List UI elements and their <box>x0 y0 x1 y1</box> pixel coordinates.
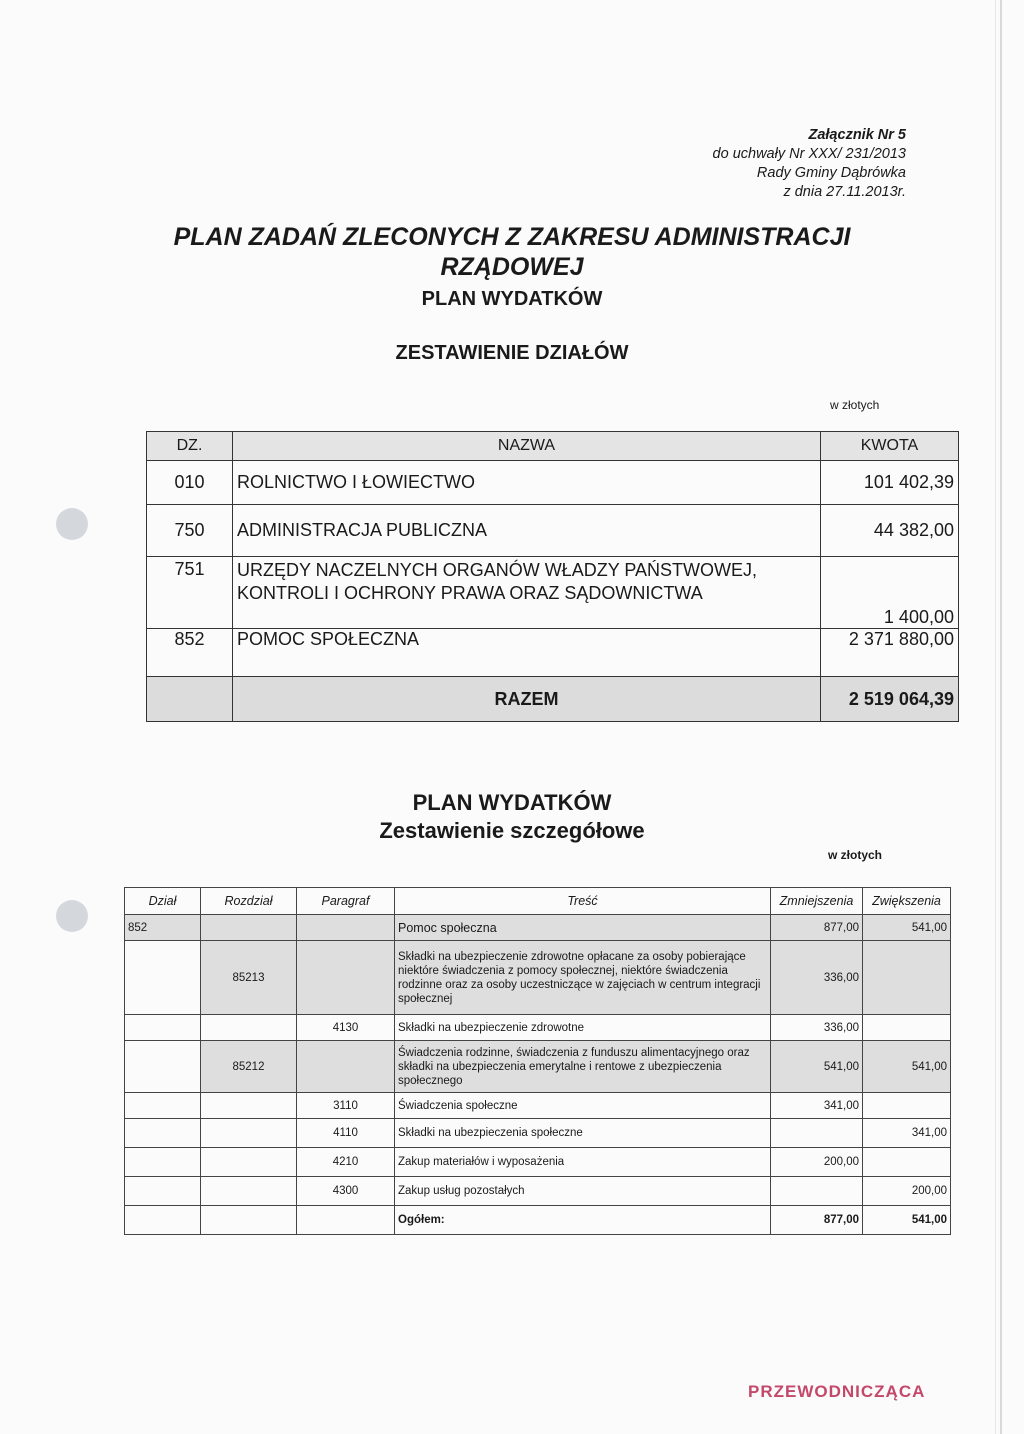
detail-row <box>125 1177 951 1206</box>
row-name: POMOC SPOŁECZNA <box>233 629 821 677</box>
cell-paragraf <box>297 915 395 941</box>
cell-zwiekszenia: 541,00 <box>863 1206 951 1235</box>
cell-dzial <box>125 1093 201 1119</box>
cell-rozdzial: 85213 <box>201 941 297 1015</box>
cell-rozdzial <box>201 1206 297 1235</box>
annex-date: z dnia 27.11.2013r. <box>783 184 906 200</box>
header-paragraf: Paragraf <box>297 888 395 915</box>
summary-header-row <box>147 432 959 461</box>
detail-subtitle: Zestawienie szczegółowe <box>379 818 645 843</box>
cell-paragraf: 4300 <box>297 1177 395 1206</box>
document-subtitle: PLAN WYDATKÓW <box>421 288 603 310</box>
summary-title: ZESTAWIENIE DZIAŁÓW <box>395 342 629 364</box>
total-amount: 2 519 064,39 <box>821 677 959 722</box>
detail-row <box>125 915 951 941</box>
header-zwiekszenia: Zwiększenia <box>863 888 951 915</box>
cell-zmniejszenia <box>771 1119 863 1148</box>
summary-row <box>147 461 959 505</box>
cell-paragraf <box>297 941 395 1015</box>
detail-total-row <box>125 1206 951 1235</box>
cell-zwiekszenia <box>863 1015 951 1041</box>
summary-row <box>147 557 959 629</box>
row-dz: 010 <box>147 461 233 505</box>
cell-zwiekszenia <box>863 941 951 1015</box>
detail-title: PLAN WYDATKÓW <box>412 790 612 815</box>
scan-edge <box>1000 0 1002 1434</box>
cell-zmniejszenia: 336,00 <box>771 941 863 1015</box>
row-amount: 2 371 880,00 <box>821 629 959 677</box>
header-zmniejszenia: Zmniejszenia <box>771 888 863 915</box>
cell-rozdzial <box>201 1177 297 1206</box>
detail-row <box>125 941 951 1015</box>
stamp-title: PRZEWODNICZĄCA <box>748 1382 926 1401</box>
scan-edge-secondary <box>995 0 996 1434</box>
row-name: ADMINISTRACJA PUBLICZNA <box>233 505 821 557</box>
cell-tresc: Świadczenia społeczne <box>395 1093 771 1119</box>
document-title: PLAN ZADAŃ ZLECONYCH Z ZAKRESU ADMINISTRACJI <box>173 223 851 251</box>
cell-zmniejszenia: 336,00 <box>771 1015 863 1041</box>
cell-dzial <box>125 1148 201 1177</box>
summary-unit: w złotych <box>830 398 880 412</box>
summary-row <box>147 629 959 677</box>
cell-zwiekszenia <box>863 1148 951 1177</box>
annex-council: Rady Gminy Dąbrówka <box>756 165 906 181</box>
cell-paragraf: 4210 <box>297 1148 395 1177</box>
cell-paragraf: 4110 <box>297 1119 395 1148</box>
total-empty-cell <box>147 677 233 722</box>
cell-tresc: Składki na ubezpieczenia społeczne <box>395 1119 771 1148</box>
total-label: RAZEM <box>233 677 821 722</box>
cell-rozdzial <box>201 1148 297 1177</box>
detail-table <box>124 887 951 1235</box>
cell-dzial <box>125 1119 201 1148</box>
summary-row <box>147 505 959 557</box>
cell-tresc: Zakup usług pozostałych <box>395 1177 771 1206</box>
detail-unit: w złotych <box>828 848 883 862</box>
cell-dzial <box>125 1015 201 1041</box>
header-tresc: Treść <box>395 888 771 915</box>
cell-paragraf <box>297 1041 395 1093</box>
cell-zwiekszenia <box>863 1093 951 1119</box>
cell-zwiekszenia: 200,00 <box>863 1177 951 1206</box>
cell-zmniejszenia: 541,00 <box>771 1041 863 1093</box>
header-dz: DZ. <box>147 432 233 461</box>
header-rozdzial: Rozdział <box>201 888 297 915</box>
row-dz: 852 <box>147 629 233 677</box>
annex-number: Załącznik Nr 5 <box>808 127 906 143</box>
document-title-continued: RZĄDOWEJ <box>440 253 584 281</box>
cell-paragraf: 4130 <box>297 1015 395 1041</box>
cell-dzial <box>125 1041 201 1093</box>
cell-zmniejszenia: 341,00 <box>771 1093 863 1119</box>
row-amount: 44 382,00 <box>821 505 959 557</box>
cell-zwiekszenia: 341,00 <box>863 1119 951 1148</box>
cell-tresc: Składki na ubezpieczenie zdrowotne <box>395 1015 771 1041</box>
cell-dzial <box>125 1206 201 1235</box>
cell-dzial <box>125 1177 201 1206</box>
cell-tresc: Składki na ubezpieczenie zdrowotne opłacane za osoby pobierające niektóre świadczenia z pomocy społecznej, niektóre świadczenia rodzinne oraz za osoby uczestniczące w zajęciach w centrum integracji społecznej <box>395 941 771 1015</box>
row-name: URZĘDY NACZELNYCH ORGANÓW WŁADZY PAŃSTWOWEJ, KONTROLI I OCHRONY PRAWA ORAZ SĄDOWNICTWA <box>233 557 821 629</box>
cell-rozdzial <box>201 1093 297 1119</box>
cell-paragraf: 3110 <box>297 1093 395 1119</box>
row-name: ROLNICTWO I ŁOWIECTWO <box>233 461 821 505</box>
cell-rozdzial: 85212 <box>201 1041 297 1093</box>
cell-tresc: Świadczenia rodzinne, świadczenia z funduszu alimentacyjnego oraz składki na ubezpieczenia emerytalne i rentowe z ubezpieczenia społecznego <box>395 1041 771 1093</box>
detail-header-row <box>125 888 951 915</box>
row-dz: 751 <box>147 557 233 629</box>
cell-tresc: Pomoc społeczna <box>395 915 771 941</box>
summary-table <box>146 431 959 722</box>
detail-row <box>125 1093 951 1119</box>
annex-resolution: do uchwały Nr XXX/ 231/2013 <box>712 146 906 162</box>
summary-total-row <box>147 677 959 722</box>
cell-rozdzial <box>201 1119 297 1148</box>
punch-hole <box>56 900 88 932</box>
row-amount: 101 402,39 <box>821 461 959 505</box>
cell-zwiekszenia: 541,00 <box>863 1041 951 1093</box>
cell-tresc: Zakup materiałów i wyposażenia <box>395 1148 771 1177</box>
cell-rozdzial <box>201 915 297 941</box>
cell-zmniejszenia <box>771 1177 863 1206</box>
punch-hole <box>56 508 88 540</box>
row-dz: 750 <box>147 505 233 557</box>
cell-zmniejszenia: 200,00 <box>771 1148 863 1177</box>
cell-zwiekszenia: 541,00 <box>863 915 951 941</box>
annex-header <box>600 126 906 202</box>
detail-row <box>125 1015 951 1041</box>
detail-row <box>125 1148 951 1177</box>
cell-paragraf <box>297 1206 395 1235</box>
detail-row <box>125 1041 951 1093</box>
cell-tresc: Ogółem: <box>395 1206 771 1235</box>
row-amount: 1 400,00 <box>821 557 959 629</box>
cell-dzial: 852 <box>125 915 201 941</box>
header-dzial: Dział <box>125 888 201 915</box>
detail-row <box>125 1119 951 1148</box>
cell-rozdzial <box>201 1015 297 1041</box>
cell-zmniejszenia: 877,00 <box>771 915 863 941</box>
header-amount: KWOTA <box>821 432 959 461</box>
cell-dzial <box>125 941 201 1015</box>
cell-zmniejszenia: 877,00 <box>771 1206 863 1235</box>
header-name: NAZWA <box>233 432 821 461</box>
